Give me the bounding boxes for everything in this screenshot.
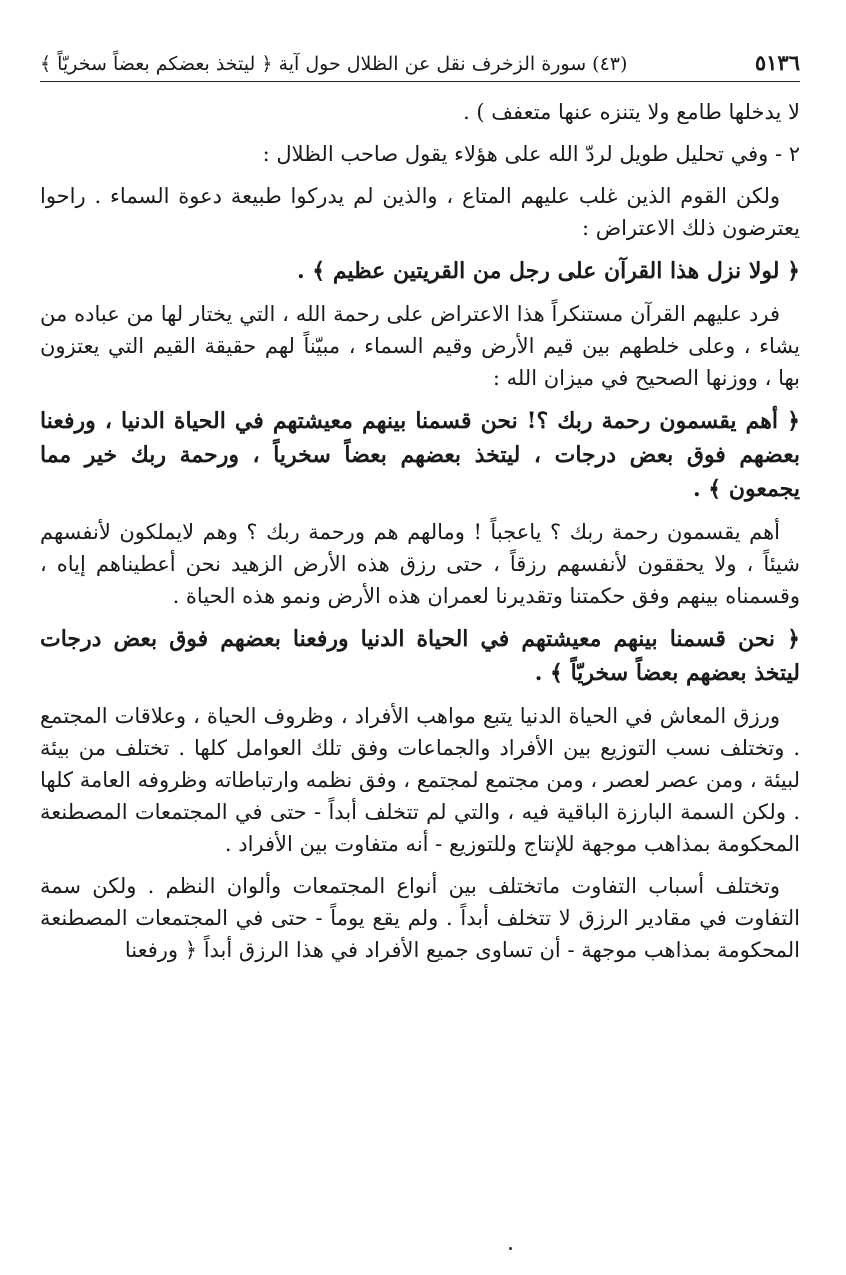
- header-title: (٤٣) سورة الزخرف نقل عن الظلال حول آية ﴿ ليتخذ بعضكم بعضاً سخريّاً ﴾: [40, 53, 628, 75]
- page-number: ٥١٣٦: [754, 50, 800, 75]
- running-header: [40, 50, 800, 82]
- paragraph: ٢ - وفي تحليل طويل لردّ الله على هؤلاء يقول صاحب الظلال :: [262, 142, 800, 166]
- paragraph: فرد عليهم القرآن مستنكراً هذا الاعتراض على رحمة الله ، التي يختار لها من عباده من يشاء ، وعلى خلطهم بين قيم الأرض وقيم السماء ، مبيّناً لهم حقيقة القيم التي يعتزون بها ، ووزنها الصحيح في ميزان الله :: [40, 302, 800, 390]
- quran-verse: ﴿ نحن قسمنا بينهم معيشتهم في الحياة الدنيا ورفعنا بعضهم فوق بعض درجات ليتخذ بعضهم بعضاً سخريّاً ﴾ .: [40, 626, 800, 686]
- quran-verse: ﴿ أهم يقسمون رحمة ربك ؟! نحن قسمنا بينهم معيشتهم في الحياة الدنيا ، ورفعنا بعضهم فوق بعض درجات ، ليتخذ بعضهم بعضاً سخرياً ، ورحمة ربك خير مما يجمعون ﴾ .: [40, 408, 800, 502]
- paragraph: وتختلف أسباب التفاوت ماتختلف بين أنواع المجتمعات وألوان النظم . ولكن سمة التفاوت في مقادير الرزق لا تتخلف أبداً . ولم يقع يوماً - حتى في المجتمعات المصطنعة المحكومة بمذاهب موجهة - أن تساوى جميع الأفراد في هذا الرزق أبداً ﴿ ورفعنا: [40, 874, 800, 962]
- body-text: [40, 96, 800, 966]
- paragraph: ورزق المعاش في الحياة الدنيا يتبع مواهب الأفراد ، وظروف الحياة ، وعلاقات المجتمع . وتختلف نسب التوزيع بين الأفراد والجماعات وفق تلك العوامل كلها . تختلف من بيئة لبيئة ، ومن عصر لعصر ، ومن مجتمع لمجتمع ، وفق نظمه وارتباطاته وظروفه العامة كلها . ولكن السمة البارزة الباقية فيه ، والتي لم تتخلف أبداً - حتى في المجتمعات المصطنعة المحكومة بمذاهب موجهة للإنتاج وللتوزيع - أنه متفاوت بين الأفراد .: [40, 704, 800, 856]
- paragraph: ولكن القوم الذين غلب عليهم المتاع ، والذين لم يدركوا طبيعة دعوة السماء . راحوا يعترضون ذلك الاعتراض :: [40, 184, 800, 240]
- document-page: [40, 50, 800, 976]
- quran-verse: ﴿ لولا نزل هذا القرآن على رجل من القريتين عظيم ﴾ .: [296, 258, 800, 284]
- paragraph: أهم يقسمون رحمة ربك ؟ ياعجباً ! ومالهم هم ورحمة ربك ؟ وهم لايملكون لأنفسهم شيئاً ، ولا يحققون لأنفسهم رزقاً ، حتى رزق هذه الأرض الزهيد نحن أعطيناهم إياه ، وقسمناه بينهم وفق حكمتنا وتقديرنا لعمران هذه الأرض ونمو هذه الحياة .: [40, 520, 800, 608]
- footer-mark: [509, 1247, 512, 1250]
- paragraph: لا يدخلها طامع ولا يتنزه عنها متعفف ) .: [463, 100, 800, 124]
